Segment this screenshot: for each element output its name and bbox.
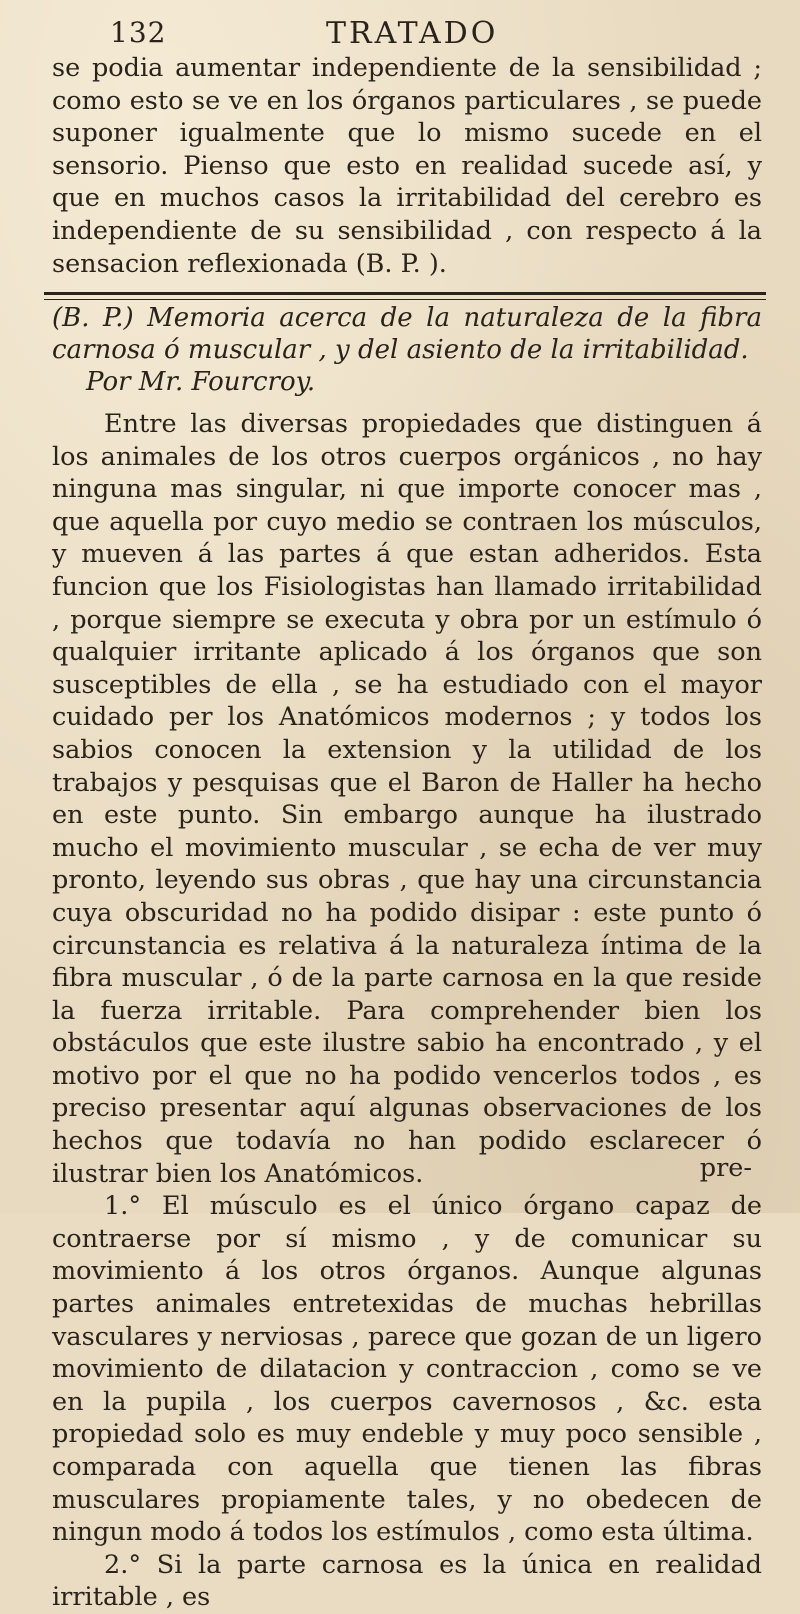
section-rule — [44, 292, 766, 300]
running-head: TRATADO — [326, 16, 499, 51]
memoir-heading — [52, 302, 762, 398]
memoir-title: (B. P.) Memoria acerca de la naturaleza de la fibra carnosa ó muscular , y del asiento de la irritabilidad. — [52, 303, 762, 365]
paragraph: 2.° Si la parte carnosa es la única en realidad irritable , es — [52, 1549, 762, 1613]
memoir-author: Por Mr. Fourcroy. — [86, 367, 316, 397]
top-paragraph: se podia aumentar independiente de la sensibilidad ; como esto se ve en los órganos particulares , se puede suponer igualmente que lo mismo sucede en el sensorio. Pienso que esto en realidad sucede así, y que en muchos casos la irritabilidad del cerebro es independiente de su sensibilidad , con respecto á la sensacion reflexionada (B. P. ). — [52, 53, 762, 279]
catchword: pre- — [699, 1153, 752, 1183]
paragraph: 1.° El músculo es el único órgano capaz de contraerse por sí mismo , y de comunicar su movimiento á los otros órganos. Aunque algunas partes animales entretexidas de muchas hebrillas vasculares y nerviosas , parece que gozan de un ligero movimiento de dilatacion y contraccion , como se ve en la pupila , los cuerpos cavernosos , &c. esta propiedad solo es muy endeble y muy poco sensible , comparada con aquella que tienen las fibras musculares propiamente tales, y no obedecen de ningun modo á todos los estímulos , como esta última. — [52, 1191, 762, 1548]
page-header — [110, 16, 670, 56]
paragraph: Entre las diversas propiedades que distinguen á los animales de los otros cuerpos orgánicos , no hay ninguna mas singular, ni que importe conocer mas , que aquella por cuyo medio se contraen los músculos, y mueven á las partes á que estan adheridos. Esta funcion que los Fisiologistas han llamado irritabilidad , porque siempre se executa y obra por un estímulo ó qualquier irritante aplicado á los órganos que son susceptibles de ella , se ha estudiado con el mayor cuidado per los Anatómicos modernos ; y todos los sabios conocen la extension y la utilidad de los trabajos y pesquisas que el Baron de Haller ha hecho en este punto. Sin embargo aunque ha ilustrado mucho el movimiento muscular , se echa de ver muy pronto, leyendo sus obras , que hay una circunstancia cuya obscuridad no ha podido disipar : este punto ó circunstancia es relativa á la naturaleza íntima de la fibra muscular , ó de la parte carnosa en la que reside la fuerza irritable. Para comprehender bien los obstáculos que este ilustre sabio ha encontrado , y el motivo por el que no ha podido vencerlos todos , es preciso presentar aquí algunas observaciones de los hechos que todavía no han podido esclarecer ó ilustrar bien los Anatómicos. — [52, 409, 762, 1189]
page-number: 132 — [110, 16, 167, 49]
main-text — [52, 408, 762, 1614]
